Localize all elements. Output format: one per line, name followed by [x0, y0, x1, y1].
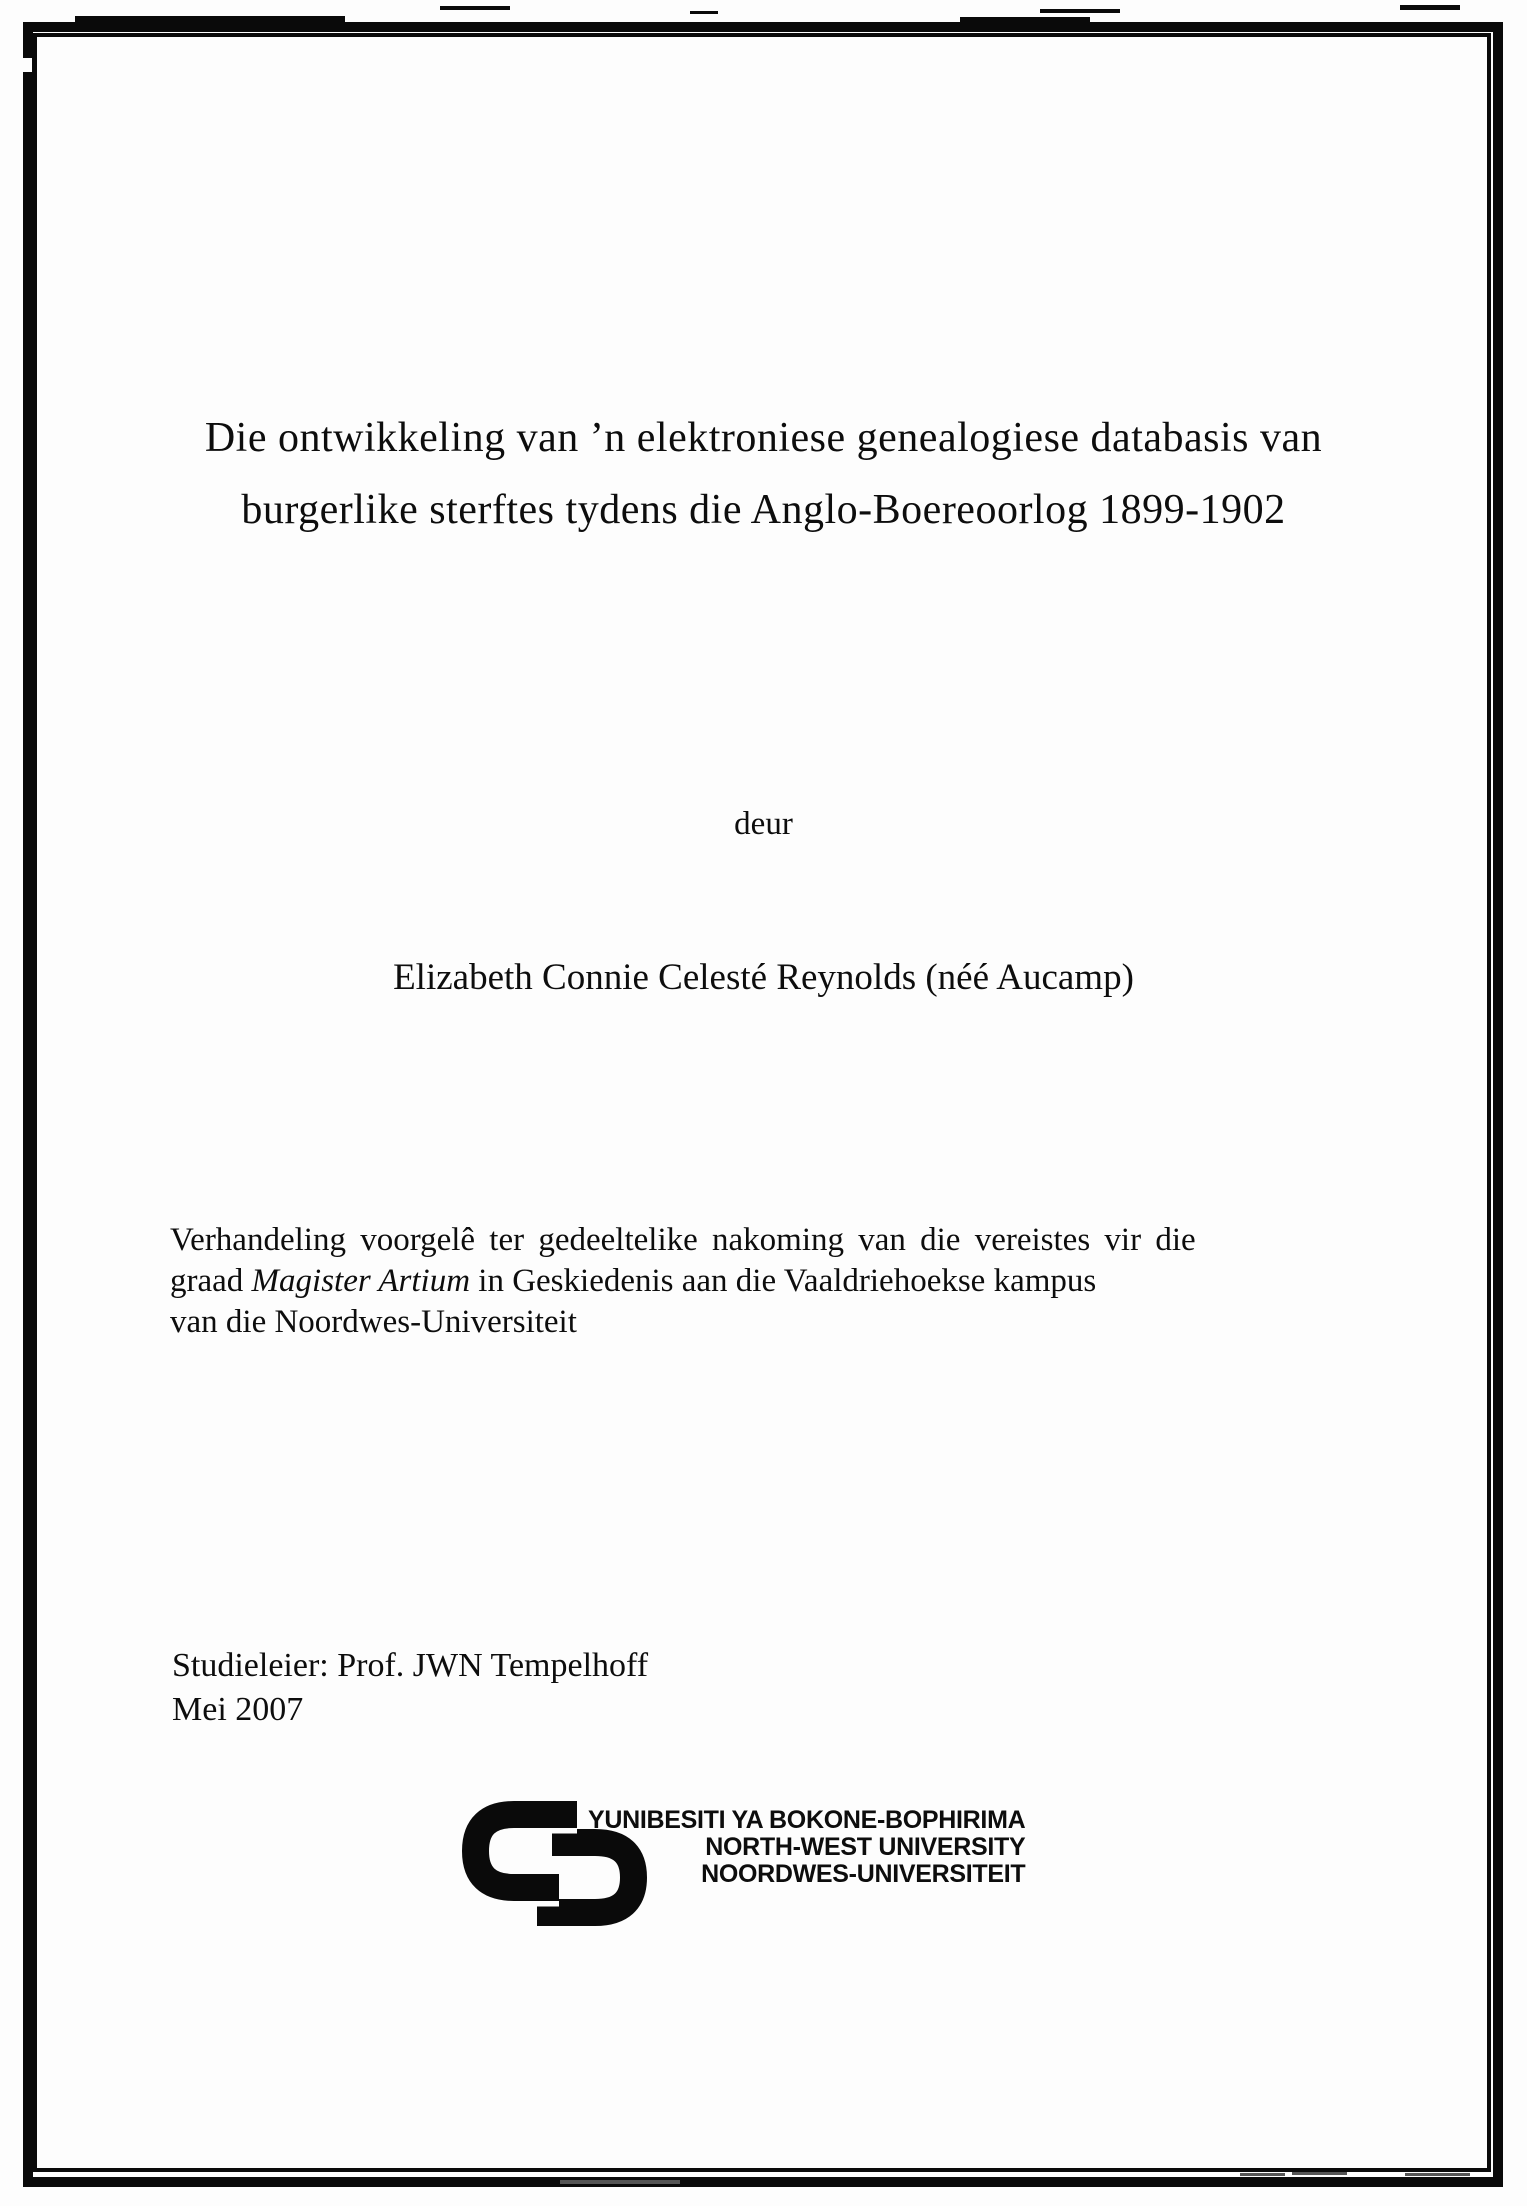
degree-name: Magister Artium — [251, 1263, 471, 1299]
description-line-2-post: in Geskiedenis aan die Vaaldriehoekse kampus — [470, 1263, 1097, 1299]
supervisor-block — [172, 1644, 648, 1732]
description-line-2 — [170, 1261, 1196, 1302]
thesis-title-line-1: Die ontwikkeling van ’n elektroniese genealogiese databasis van — [204, 415, 1323, 461]
logo-text-setswana: YUNIBESITI YA BOKONE-BOPHIRIMA — [588, 1806, 1026, 1834]
logo-text-english: NORTH-WEST UNIVERSITY — [705, 1833, 1026, 1861]
scan-artifact — [690, 11, 718, 14]
date-line: Mei 2007 — [172, 1691, 304, 1728]
scan-artifact — [440, 6, 510, 10]
author-name: Elizabeth Connie Celesté Reynolds (néé Aucamp) — [393, 957, 1134, 998]
supervisor-line: Studieleier: Prof. JWN Tempelhoff — [172, 1647, 649, 1684]
description-line-1: Verhandeling voorgelê ter gedeeltelike nakoming van die vereistes vir die — [170, 1222, 1196, 1258]
scan-artifact — [1292, 2172, 1347, 2175]
scan-artifact — [1400, 5, 1460, 10]
thesis-title — [0, 402, 1527, 546]
university-logo-text — [588, 1807, 1025, 1888]
scan-artifact — [1040, 9, 1120, 13]
scan-artifact — [1405, 2173, 1470, 2176]
university-logo — [462, 1798, 1062, 1938]
description-line-2-pre: graad — [170, 1263, 252, 1299]
thesis-title-line-2: burgerlike sterftes tydens die Anglo-Boereoorlog 1899-1902 — [241, 487, 1286, 533]
scan-artifact — [1240, 2173, 1285, 2176]
description-line-3: van die Noordwes-Universiteit — [170, 1304, 577, 1340]
logo-text-afrikaans: NOORDWES-UNIVERSITEIT — [701, 1860, 1026, 1888]
scan-artifact — [560, 2180, 680, 2184]
byline-deur-label: deur — [734, 806, 793, 842]
scan-artifact — [20, 58, 32, 72]
submission-description — [170, 1220, 1196, 1343]
